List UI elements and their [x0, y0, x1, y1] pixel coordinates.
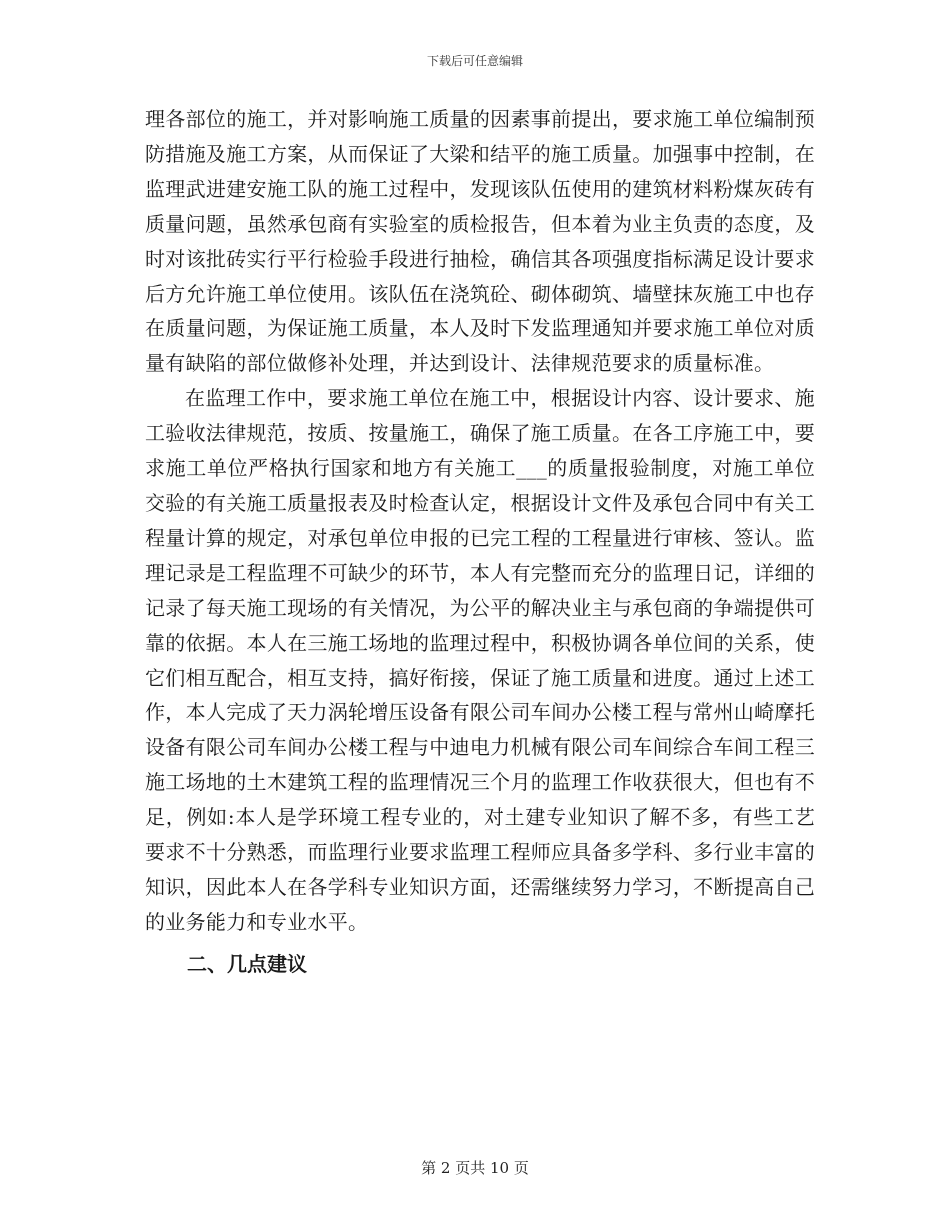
paragraph-supervision-work: 在监理工作中，要求施工单位在施工中，根据设计内容、设计要求、施工验收法律规范，按质、按量施工，确保了施工质量。在各工序施工中，要求施工单位严格执行国家和地方有关施工___的质量报验制度，对施工单位交验的有关施工质量报表及时检查认定，根据设计文件及承包合同中有关工程量计算的规定，对承包单位申报的已完工程的工程量进行审核、签认。监理记录是工程监理不可缺少的环节，本人有完整而充分的监理日记，详细的记录了每天施工现场的有关情况，为公平的解决业主与承包商的争端提供可靠的依据。本人在三施工场地的监理过程中，积极协调各单位间的关系，使它们相互配合，相互支持，搞好衔接，保证了施工质量和进度。通过上述工作，本人完成了天力涡轮增压设备有限公司车间办公楼工程与常州山崎摩托设备有限公司车间办公楼工程与中迪电力机械有限公司车间综合车间工程三施工场地的土木建筑工程的监理情况三个月的监理工作收获很大，但也有不足，例如:本人是学环境工程专业的，对土建专业知识了解不多，有些工艺要求不十分熟悉，而监理行业要求监理工程师应具备多学科、多行业丰富的知识，因此本人在各学科专业知识方面，还需继续努力学习，不断提高自己的业务能力和专业水平。: [145, 386, 815, 934]
paragraph-continued: 理各部位的施工，并对影响施工质量的因素事前提出，要求施工单位编制预防措施及施工方案，从而保证了大梁和结平的施工质量。加强事中控制，在监理武进建安施工队的施工过程中，发现该队伍使用的建筑材料粉煤灰砖有质量问题，虽然承包商有实验室的质检报告，但本着为业主负责的态度，及时对该批砖实行平行检验手段进行抽检，确信其各项强度指标满足设计要求后方允许施工单位使用。该队伍在浇筑砼、砌体砌筑、墙壁抹灰施工中也存在质量问题，为保证施工质量，本人及时下发监理通知并要求施工单位对质量有缺陷的部位做修补处理，并达到设计、法律规范要求的质量标准。: [145, 107, 815, 376]
page-header: 下载后可任意编辑: [426, 54, 523, 68]
document-body: [145, 102, 815, 982]
section-heading: 二、几点建议: [187, 951, 307, 976]
page-footer: 第 2 页共 10 页: [421, 1159, 529, 1177]
